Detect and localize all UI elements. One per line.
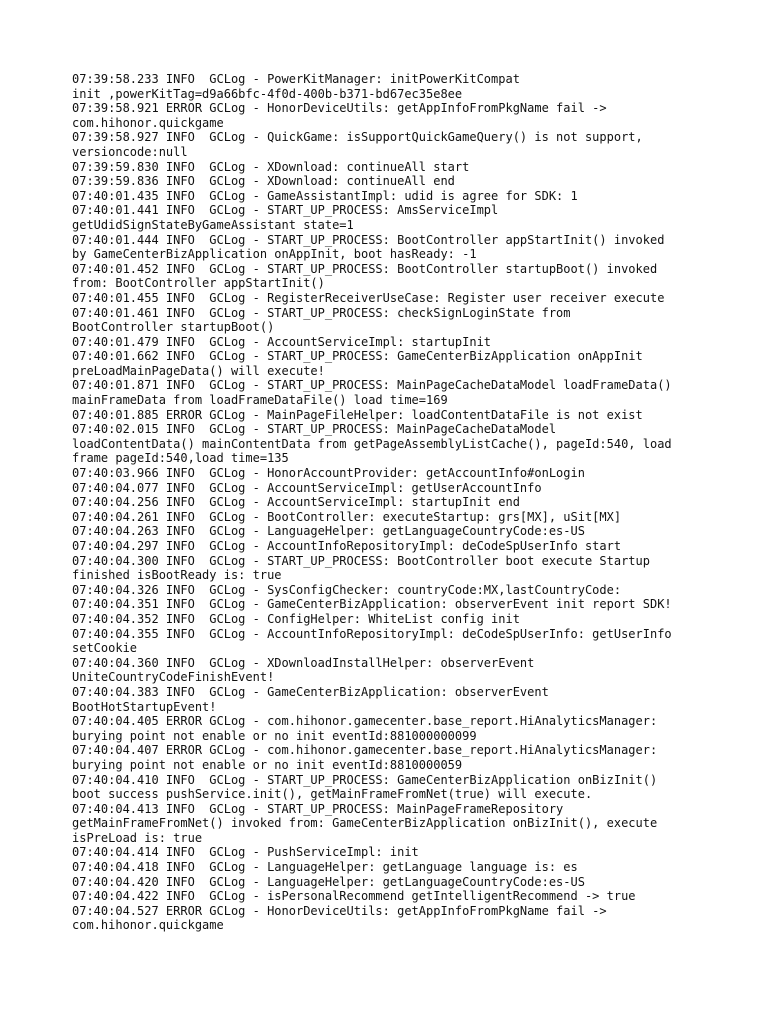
log-line: UniteCountryCodeFinishEvent! <box>72 670 275 685</box>
log-line: by GameCenterBizApplication onAppInit, boot hasReady: -1 <box>72 247 477 262</box>
log-line: init ,powerKitTag=d9a66bfc-4f0d-400b-b371-bd67ec35e8ee <box>72 86 463 101</box>
log-line: loadContentData() mainContentData from getPageAssemblyListCache(), pageId:540, load <box>72 436 672 451</box>
log-line: 07:40:04.300 INFO GCLog - START_UP_PROCESS: BootController boot execute Startup <box>72 553 650 568</box>
log-line: BootController startupBoot() <box>72 320 275 335</box>
log-line: 07:40:01.452 INFO GCLog - START_UP_PROCESS: BootController startupBoot() invoked <box>72 261 658 276</box>
log-line: 07:40:04.263 INFO GCLog - LanguageHelper: getLanguageCountryCode:es-US <box>72 524 585 539</box>
log-line: versioncode:null <box>72 144 188 159</box>
log-line: burying point not enable or no init eventId:8810000059 <box>72 757 463 772</box>
log-line: com.hihonor.quickgame <box>72 115 224 130</box>
log-line: getMainFrameFromNet() invoked from: GameCenterBizApplication onBizInit(), execute <box>72 816 658 831</box>
log-line: 07:40:04.418 INFO GCLog - LanguageHelper: getLanguage language is: es <box>72 860 578 875</box>
log-line: 07:40:04.351 INFO GCLog - GameCenterBizApplication: observerEvent init report SDK! <box>72 597 672 612</box>
log-line: 07:40:04.256 INFO GCLog - AccountServiceImpl: startupInit end <box>72 495 520 510</box>
log-line: 07:40:04.297 INFO GCLog - AccountInfoRepositoryImpl: deCodeSpUserInfo start <box>72 539 622 553</box>
log-line: 07:40:01.435 INFO GCLog - GameAssistantImpl: udid is agree for SDK: 1 <box>72 188 578 203</box>
log-line: 07:40:04.383 INFO GCLog - GameCenterBizApplication: observerEvent <box>72 684 549 699</box>
log-line: 07:40:04.414 INFO GCLog - PushServiceImpl: init <box>72 845 419 860</box>
log-line: 07:40:01.444 INFO GCLog - START_UP_PROCESS: BootController appStartInit() invoked <box>72 232 665 247</box>
log-line: burying point not enable or no init eventId:881000000099 <box>72 728 477 743</box>
log-line: com.hihonor.quickgame <box>72 918 224 933</box>
log-line: mainFrameData from loadFrameDataFile() load time=169 <box>72 393 448 408</box>
log-line: 07:40:04.527 ERROR GCLog - HonorDeviceUtils: getAppInfoFromPkgName fail -> <box>72 903 607 918</box>
log-line: 07:40:03.966 INFO GCLog - HonorAccountProvider: getAccountInfo#onLogin <box>72 466 585 481</box>
log-line: 07:39:58.921 ERROR GCLog - HonorDeviceUtils: getAppInfoFromPkgName fail -> <box>72 101 607 116</box>
log-page <box>72 72 712 933</box>
log-line: 07:40:01.885 ERROR GCLog - MainPageFileHelper: loadContentDataFile is not exist <box>72 407 643 422</box>
log-line: 07:40:01.662 INFO GCLog - START_UP_PROCESS: GameCenterBizApplication onAppInit <box>72 349 643 364</box>
log-line: 07:39:58.233 INFO GCLog - PowerKitManager: initPowerKitCompat <box>72 72 520 86</box>
log-line: 07:40:02.015 INFO GCLog - START_UP_PROCESS: MainPageCacheDataModel <box>72 422 557 437</box>
log-line: 07:40:01.441 INFO GCLog - START_UP_PROCESS: AmsServiceImpl <box>72 203 499 218</box>
log-line: 07:40:04.413 INFO GCLog - START_UP_PROCESS: MainPageFrameRepository <box>72 801 564 816</box>
log-line: BootHotStartupEvent! <box>72 699 217 714</box>
log-line: 07:39:59.836 INFO GCLog - XDownload: continueAll end <box>72 174 455 189</box>
log-line: boot success pushService.init(), getMainFrameFromNet(true) will execute. <box>72 787 593 802</box>
log-line: 07:40:01.871 INFO GCLog - START_UP_PROCESS: MainPageCacheDataModel loadFrameData() <box>72 378 672 393</box>
log-line: finished isBootReady is: true <box>72 568 282 583</box>
log-line: 07:40:04.410 INFO GCLog - START_UP_PROCESS: GameCenterBizApplication onBizInit() <box>72 772 658 787</box>
log-line: from: BootController appStartInit() <box>72 276 325 291</box>
log-line: 07:40:01.455 INFO GCLog - RegisterReceiverUseCase: Register user receiver execute <box>72 290 665 305</box>
log-line: 07:40:04.407 ERROR GCLog - com.hihonor.gamecenter.base_report.HiAnalyticsManager: <box>72 743 658 758</box>
log-line: frame pageId:540,load time=135 <box>72 451 289 466</box>
log-line: 07:40:04.355 INFO GCLog - AccountInfoRepositoryImpl: deCodeSpUserInfo: getUserInfo <box>72 626 672 641</box>
log-line: 07:40:04.352 INFO GCLog - ConfigHelper: WhiteList config init <box>72 611 520 626</box>
log-line: isPreLoad is: true <box>72 830 203 845</box>
log-line: 07:40:04.261 INFO GCLog - BootController: executeStartup: grs[MX], uSit[MX] <box>72 509 622 524</box>
log-line: preLoadMainPageData() will execute! <box>72 363 325 378</box>
log-line: getUdidSignStateByGameAssistant state=1 <box>72 217 354 232</box>
log-line: 07:40:01.461 INFO GCLog - START_UP_PROCESS: checkSignLoginState from <box>72 305 571 320</box>
log-line: 07:40:04.326 INFO GCLog - SysConfigChecker: countryCode:MX,lastCountryCode: <box>72 582 622 597</box>
log-line: 07:39:58.927 INFO GCLog - QuickGame: isSupportQuickGameQuery() is not support, <box>72 130 643 145</box>
log-line: 07:40:04.420 INFO GCLog - LanguageHelper: getLanguageCountryCode:es-US <box>72 874 585 889</box>
log-line: 07:40:01.479 INFO GCLog - AccountServiceImpl: startupInit <box>72 334 492 349</box>
log-line: setCookie <box>72 641 138 656</box>
log-line: 07:40:04.360 INFO GCLog - XDownloadInstallHelper: observerEvent <box>72 655 535 670</box>
log-line: 07:40:04.405 ERROR GCLog - com.hihonor.gamecenter.base_report.HiAnalyticsManager: <box>72 714 658 729</box>
log-line: 07:39:59.830 INFO GCLog - XDownload: continueAll start <box>72 159 470 174</box>
log-line: 07:40:04.077 INFO GCLog - AccountServiceImpl: getUserAccountInfo <box>72 480 542 495</box>
log-line: 07:40:04.422 INFO GCLog - isPersonalRecommend getIntelligentRecommend -> true <box>72 889 636 904</box>
